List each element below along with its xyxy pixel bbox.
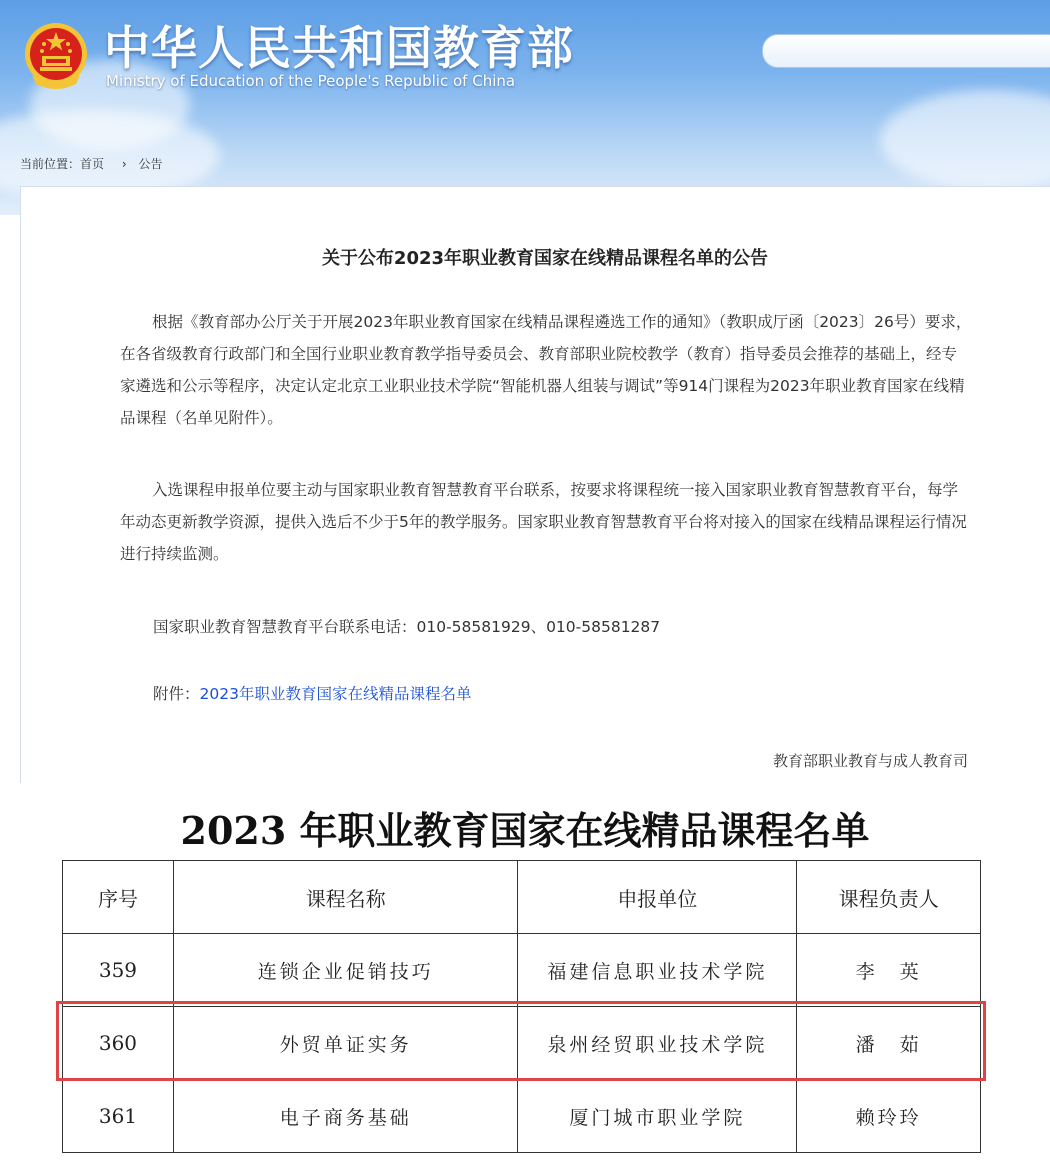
course-table	[62, 860, 981, 1153]
site-title[interactable]: 中华人民共和国教育部	[104, 21, 574, 75]
institution: 福建信息职业技术学院	[518, 934, 797, 1007]
table-row	[63, 934, 981, 1007]
course-lead: 潘 茹	[797, 1007, 981, 1080]
row-number: 359	[63, 934, 174, 1007]
header-cloud	[880, 90, 1050, 190]
contact-phone: 国家职业教育智慧教育平台联系电话：010-58581929、010-58581287	[153, 618, 661, 636]
breadcrumb-home-link[interactable]: 首页	[80, 157, 105, 171]
institution: 厦门城市职业学院	[518, 1080, 797, 1153]
column-header-lead: 课程负责人	[797, 861, 981, 934]
row-number: 360	[63, 1007, 174, 1080]
course-lead: 李 英	[797, 934, 981, 1007]
column-header-course-name: 课程名称	[173, 861, 518, 934]
national-emblem-icon	[22, 20, 90, 92]
announcement-paragraph-2: 入选课程申报单位要主动与国家职业教育智慧教育平台联系，按要求将课程统一接入国家职业教育智慧教育平台，每学年动态更新教学资源，提供入选后不少于5年的教学服务。国家职业教育智慧教育平台将对接入的国家在线精品课程运行情况进行持续监测。	[120, 481, 967, 563]
course-name: 外贸单证实务	[173, 1007, 518, 1080]
course-list-title: 2023 年职业教育国家在线精品课程名单	[180, 808, 870, 853]
table-row	[63, 1007, 981, 1080]
table-header-row	[63, 861, 981, 934]
site-subtitle: Ministry of Education of the People's Republic of China	[106, 72, 516, 90]
breadcrumb-current: 公告	[138, 157, 163, 171]
table-row	[63, 1080, 981, 1153]
course-name: 电子商务基础	[173, 1080, 518, 1153]
search-input[interactable]	[762, 34, 1050, 68]
issuer-signature: 教育部职业教育与成人教育司	[772, 752, 968, 770]
page-title: 关于公布2023年职业教育国家在线精品课程名单的公告	[321, 248, 769, 269]
breadcrumb	[20, 155, 169, 172]
column-header-institution: 申报单位	[518, 861, 797, 934]
breadcrumb-separator-icon: ›	[121, 157, 127, 171]
column-header-number: 序号	[63, 861, 174, 934]
row-number: 361	[63, 1080, 174, 1153]
attachment-label: 附件：	[153, 685, 200, 703]
institution: 泉州经贸职业技术学院	[518, 1007, 797, 1080]
course-name: 连锁企业促销技巧	[173, 934, 518, 1007]
breadcrumb-label: 当前位置：	[20, 157, 81, 171]
course-lead: 赖玲玲	[797, 1080, 981, 1153]
site-header	[0, 0, 1050, 215]
announcement-paragraph-1: 根据《教育部办公厅关于开展2023年职业教育国家在线精品课程遴选工作的通知》（教职成厅函〔2023〕26号）要求，在各省级教育行政部门和全国行业职业教育教学指导委员会、教育部职业院校教学（教育）指导委员会推荐的基础上，经专家遴选和公示等程序，决定认定北京工业职业技术学院“智能机器人组装与调试”等914门课程为2023年职业教育国家在线精品课程（名单见附件）。	[120, 313, 972, 427]
attachment-line	[153, 682, 471, 704]
attachment-link[interactable]: 2023年职业教育国家在线精品课程名单	[199, 685, 472, 703]
